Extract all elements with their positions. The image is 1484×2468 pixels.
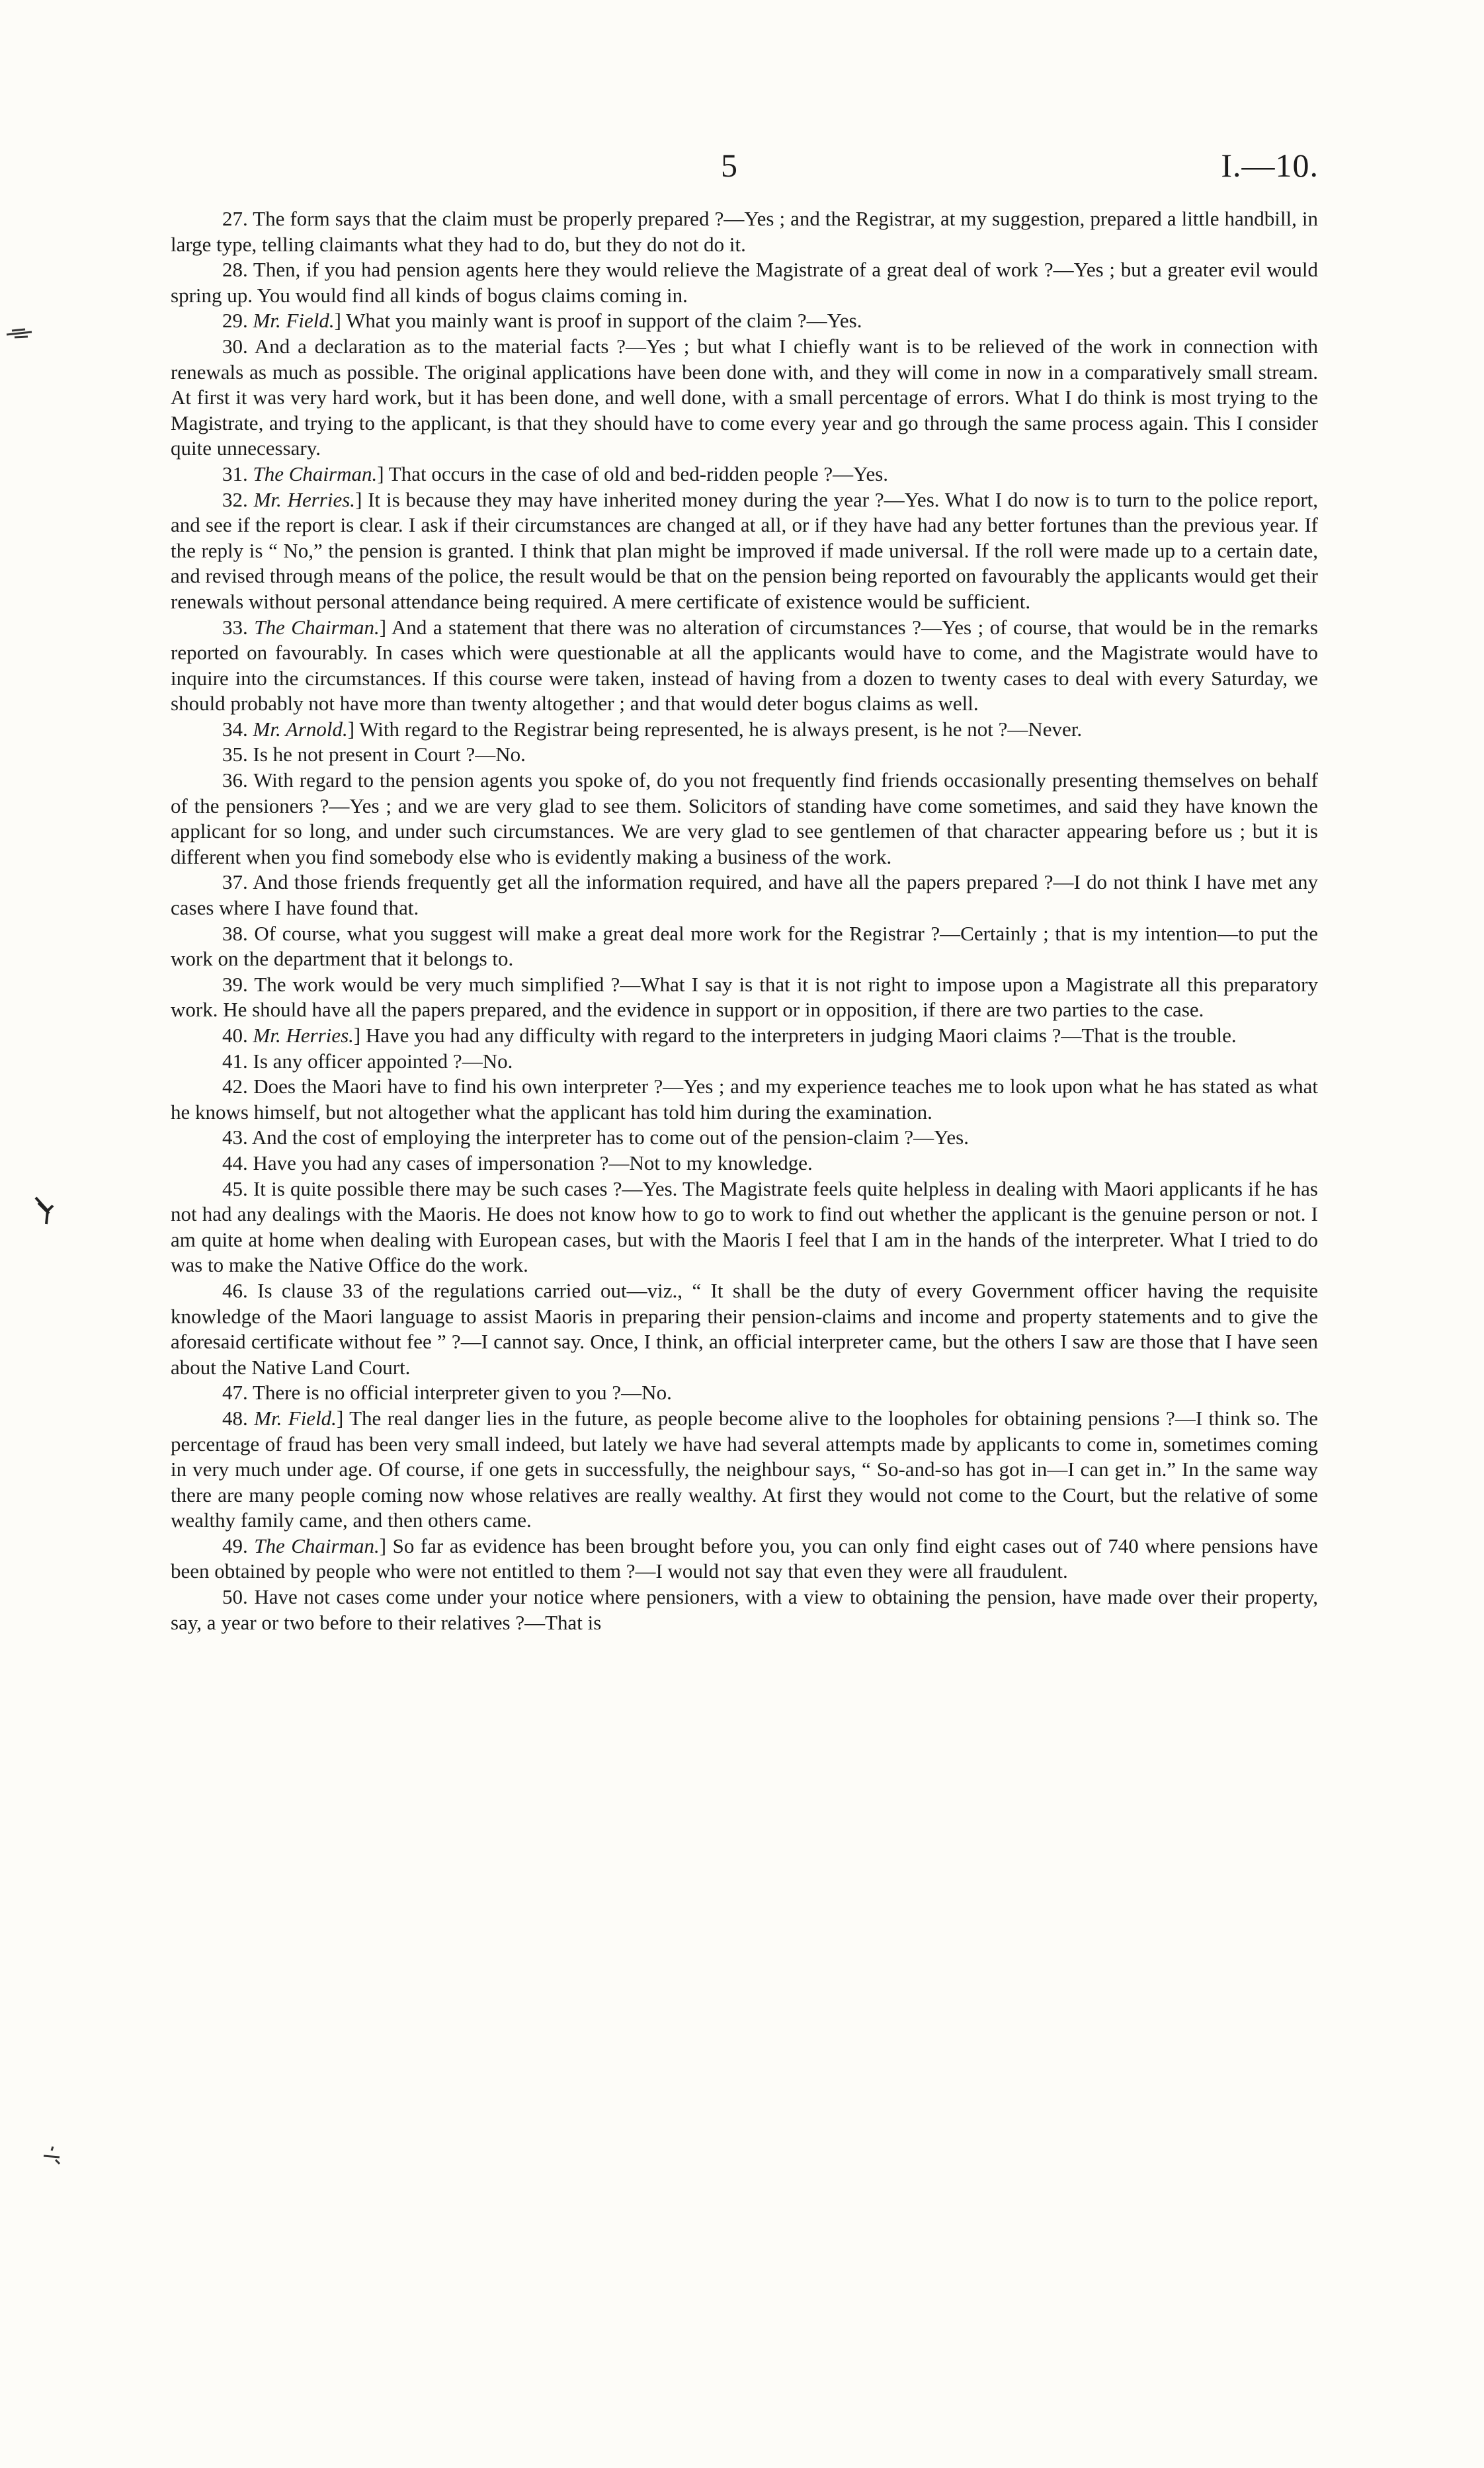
speaker-name: Mr. Herries. (253, 487, 356, 511)
paragraph-49: 49. The Chairman.] So far as evidence has been brought before you, you can only find eight cases out of 740 where pensions have been obtained by people who were not entitled to them ?—I would not say that even they were all fraudulent. (171, 1534, 1318, 1583)
paragraph-34: 34. Mr. Arnold.] With regard to the Registrar being represented, he is always present, is he not ?—Never. (222, 717, 1083, 741)
paragraph-33: 33. The Chairman.] And a statement that there was no alteration of circumstances ?—Yes ; of course, that would be in the remarks reported on favourably. In cases which were questionable at all the applicants would have to come, and the Magistrate would have to inquire into the circumstances. If this course were taken, instead of having from a dozen to twenty cases to deal with every Saturday, we should probably not have more than twenty altogether ; and that would deter bogus claims as well. (171, 615, 1318, 716)
speaker-name: The Chairman. (253, 462, 378, 485)
speaker-name: Mr. Field. (253, 309, 335, 333)
paragraph-28: 28. Then, if you had pension agents here they would relieve the Magistrate of a great deal of work ?—Yes ; but a greater evil would spring up. You would find all kinds of bogus claims coming in. (171, 258, 1318, 307)
paragraph-32: 32. Mr. Herries.] It is because they may have inherited money during the year ?—Yes. What I do now is to turn to the police report, and see if the report is clear. I ask if their circumstances are changed at all, or if they have had any better fortunes than the previous year. If the reply is “ No,” the pension is granted. I think that plan might be improved if made universal. If the roll were made up to a certain date, and revised through means of the police, the result would be that on the pension being reported on favourably the applicants would get their renewals without personal attendance being required. A mere certificate of existence would be sufficient. (171, 487, 1319, 613)
paragraph-41: 41. Is any officer appointed ?—No. (222, 1049, 513, 1073)
margin-mark-1 (5, 323, 38, 343)
margin-mark-3 (40, 2143, 66, 2169)
paragraph-31: 31. The Chairman.] That occurs in the case of old and bed-ridden people ?—Yes. (222, 462, 889, 485)
page-number: 5 (721, 147, 737, 184)
paragraph-42: 42. Does the Maori have to find his own interpreter ?—Yes ; and my experience teaches me to look upon what he has stated as what he knows himself, but not altogether what the applicant has told him during the examination. (171, 1075, 1319, 1124)
speaker-name: Mr. Herries. (253, 1024, 354, 1047)
paragraph-36: 36. With regard to the pension agents you spoke of, do you not frequently find friends occasionally presenting themselves on behalf of the pensioners ?—Yes ; and we are very glad to see them. Solicitors of standing have come sometimes, and said they have known the applicant for so long, and under such circumstances. We are very glad to see gentlemen of that character appearing before us ; but it is different when you find somebody else who is evidently making a business of the work. (171, 768, 1318, 868)
paragraph-46: 46. Is clause 33 of the regulations carried out—viz., “ It shall be the duty of every Government officer having the requisite knowledge of the Maori language to assist Maoris in preparing their pension-claims and income and property statements and to give the aforesaid certificate without fee ” ?—I cannot say. Once, I think, an official interpreter came, but the others I saw are those that I have seen about the Native Land Court. (171, 1278, 1318, 1379)
paragraph-27: 27. The form says that the claim must be properly prepared ?—Yes ; and the Registrar, at my suggestion, prepared a little handbill, in large type, telling claimants what they had to do, but they do not do it. (171, 207, 1318, 256)
testimony-body (171, 206, 1318, 1635)
paragraph-50: 50. Have not cases come under your notice where pensioners, with a view to obtaining the pension, have made over their property, say, a year or two before to their relatives ?—That is (171, 1585, 1318, 1634)
paragraph-37: 37. And those friends frequently get all the information required, and have all the papers prepared ?—I do not think I have met any cases where I have found that. (171, 870, 1318, 920)
paragraph-29: 29. Mr. Field.] What you mainly want is proof in support of the claim ?—Yes. (222, 309, 862, 333)
margin-mark-2 (33, 1194, 60, 1227)
paragraph-45: 45. It is quite possible there may be such cases ?—Yes. The Magistrate feels quite helpless in dealing with Maori applicants if he has not had any dealings with the Maoris. He does not know how to go to work to find out whether the applicant is the genuine person or not. I am quite at home when dealing with European cases, but with the Maoris I feel that I am in the hands of the interpreter. What I tried to do was to make the Native Office do the work. (171, 1176, 1318, 1277)
paragraph-47: 47. There is no official interpreter given to you ?—No. (222, 1381, 672, 1405)
paragraph-30: 30. And a declaration as to the material facts ?—Yes ; but what I chiefly want is to be relieved of the work in connection with renewals as much as possible. The original applications have been done with, and they will come in now in a comparatively small stream. At first it was very hard work, but it has been done, and well done, with a small percentage of errors. What I do think is most trying to the Magistrate, and trying to the applicant, is that they should have to come every year and go through the same process again. This I consider quite unnecessary. (171, 334, 1318, 460)
paragraph-39: 39. The work would be very much simplified ?—What I say is that it is not right to impose upon a Magistrate all this preparatory work. He should have all the papers prepared, and the evidence in support or in opposition, if there are two parties to the case. (171, 972, 1318, 1022)
paragraph-48: 48. Mr. Field.] The real danger lies in the future, as people become alive to the loopholes for obtaining pensions ?—I think so. The percentage of fraud has been very small indeed, but lately we have had several attempts made by applicants to come in, sometimes coming in very much under age. Of course, if one gets in successfully, the neighbour says, “ So-and-so has got in—I can get in.” In the same way there are many people coming now whose relatives are really wealthy. At first they would not come to the Court, but the relative of some wealthy family came, and then others came. (171, 1406, 1319, 1532)
paragraph-40: 40. Mr. Herries.] Have you had any difficulty with regard to the interpreters in judging Maori claims ?—That is the trouble. (222, 1024, 1237, 1047)
speaker-name: Mr. Arnold. (253, 717, 348, 741)
paragraph-43: 43. And the cost of employing the interpreter has to come out of the pension-claim ?—Yes. (222, 1126, 969, 1149)
speaker-name: The Chairman. (254, 1534, 380, 1557)
speaker-name: The Chairman. (254, 615, 380, 639)
document-id: I.—10. (1221, 147, 1319, 184)
paragraph-44: 44. Have you had any cases of impersonation ?—Not to my knowledge. (222, 1151, 813, 1174)
paragraph-38: 38. Of course, what you suggest will make a great deal more work for the Registrar ?—Certainly ; that is my intention—to put the work on the department that it belongs to. (171, 921, 1319, 971)
speaker-name: Mr. Field. (254, 1406, 337, 1430)
paragraph-35: 35. Is he not present in Court ?—No. (222, 743, 526, 766)
